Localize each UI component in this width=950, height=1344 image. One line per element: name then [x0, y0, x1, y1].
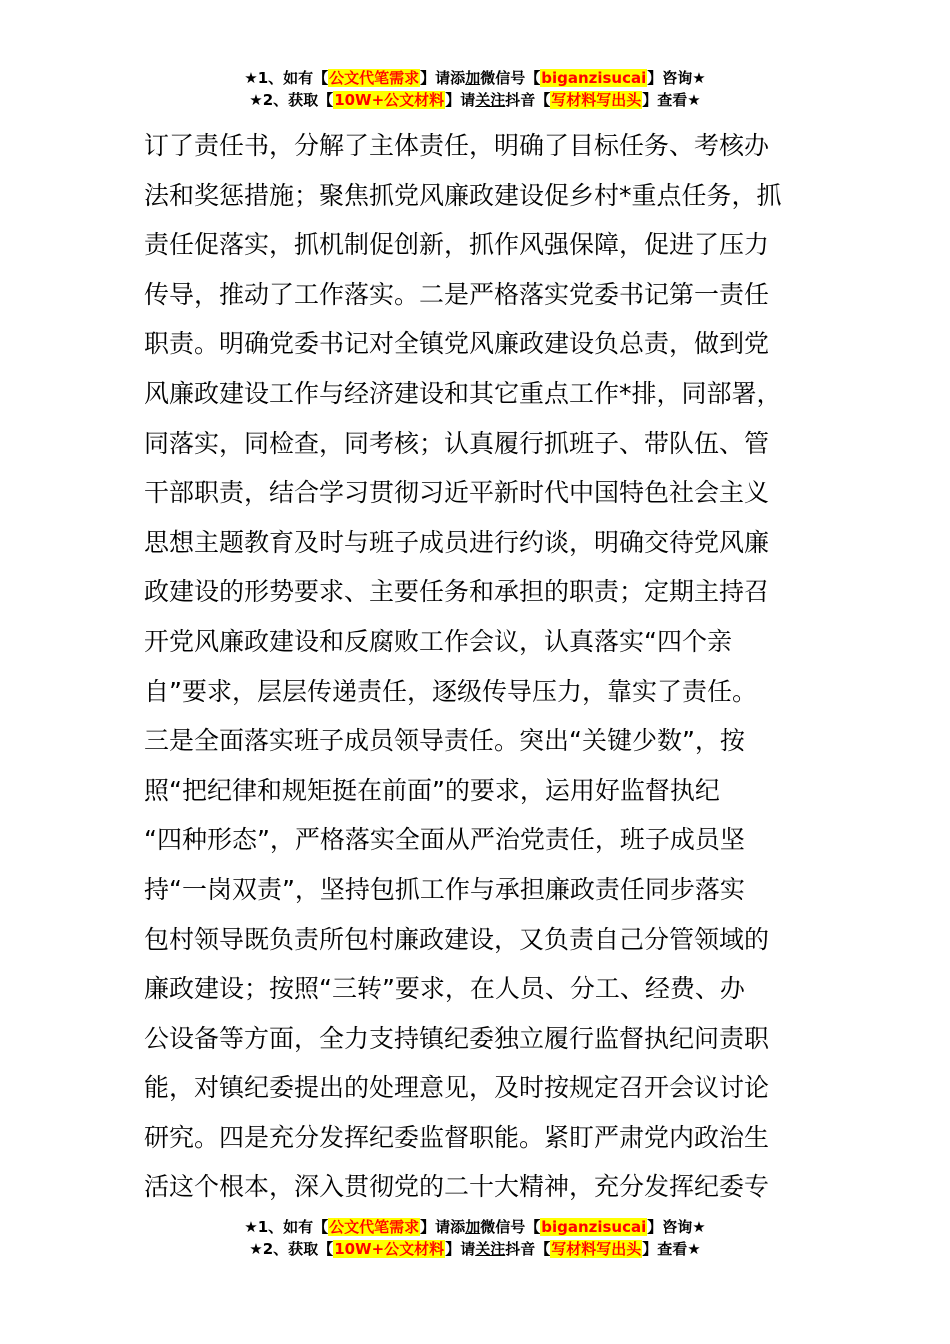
promo-text: 】请 — [445, 1240, 476, 1258]
body-line: 能，对镇纪委提出的处理意见，及时按规定召开会议讨论 — [144, 1073, 770, 1103]
body-line: 传导，推动了工作落实。二是严格落实党委书记第一责任 — [144, 279, 770, 309]
promo-text: 】请添 — [420, 69, 466, 87]
promo-highlight: 公文代笔需求 — [329, 1218, 420, 1236]
promo-line-2 — [0, 89, 950, 111]
body-line: 法和奖惩措施；聚焦抓党风廉政建设促乡村*重点任务，抓 — [144, 180, 782, 210]
body-line: 政建设的形势要求、主要任务和承担的职责；定期主持召 — [144, 577, 770, 607]
promo-text: ★1、如有【 — [244, 69, 329, 87]
promo-text: 】咨询★ — [647, 69, 706, 87]
body-line: 包村领导既负责所包村廉政建设，又负责自己分管领域的 — [144, 924, 770, 954]
promo-text: 微信号【 — [480, 69, 541, 87]
body-line: 职责。明确党委书记对全镇党风廉政建设负总责，做到党 — [144, 329, 770, 359]
promo-highlight: 公文代笔需求 — [329, 69, 420, 87]
body-line: 开党风廉政建设和反腐败工作会议，认真落实“四个亲 — [144, 626, 732, 656]
document-body — [144, 121, 814, 1212]
body-line: 风廉政建设工作与经济建设和其它重点工作*排，同部署， — [144, 378, 782, 408]
header-promo-banner — [0, 67, 950, 111]
body-line: 持“一岗双责”，坚持包抓工作与承担廉政责任同步落实 — [144, 874, 745, 904]
promo-text: ★1、如有【 — [244, 1218, 329, 1236]
promo-text: 】请添 — [420, 1218, 466, 1236]
promo-wechat-id: biganzisucai — [541, 69, 647, 87]
promo-douyin-name: 写材料写出头 — [551, 91, 642, 109]
body-line: 同落实，同检查，同考核；认真履行抓班子、带队伍、管 — [144, 428, 770, 458]
promo-text: 】请 — [445, 91, 476, 109]
promo-text: 】咨询★ — [647, 1218, 706, 1236]
promo-douyin-name: 写材料写出头 — [551, 1240, 642, 1258]
body-line: 研究。四是充分发挥纪委监督职能。紧盯严肃党内政治生 — [144, 1122, 770, 1152]
body-line: 干部职责，结合学习贯彻习近平新时代中国特色社会主义 — [144, 478, 770, 508]
promo-underlined-text: 关注 — [475, 91, 506, 109]
promo-underlined-text: 加 — [465, 1218, 481, 1236]
promo-line-1 — [0, 1216, 950, 1238]
body-line: 活这个根本，深入贯彻党的二十大精神，充分发挥纪委专 — [144, 1172, 770, 1202]
promo-text: ★2、获取【 — [249, 1240, 334, 1258]
promo-text: ★2、获取【 — [249, 91, 334, 109]
promo-highlight: 10W+公文材料 — [334, 1240, 445, 1258]
promo-underlined-text: 加 — [465, 69, 481, 87]
footer-promo-banner — [0, 1216, 950, 1260]
body-line: 责任促落实，抓机制促创新，抓作风强保障，促进了压力 — [144, 230, 770, 260]
promo-underlined-text: 关注 — [475, 1240, 506, 1258]
body-line: 照“把纪律和规矩挺在前面”的要求，运用好监督执纪 — [144, 775, 720, 805]
promo-highlight: 10W+公文材料 — [334, 91, 445, 109]
body-line: 思想主题教育及时与班子成员进行约谈，明确交待党风廉 — [144, 527, 770, 557]
promo-line-2 — [0, 1238, 950, 1260]
promo-wechat-id: biganzisucai — [541, 1218, 647, 1236]
body-line: 自”要求，层层传递责任，逐级传导压力，靠实了责任。 — [144, 676, 757, 706]
promo-text: 微信号【 — [480, 1218, 541, 1236]
body-line: 订了责任书，分解了主体责任，明确了目标任务、考核办 — [144, 131, 770, 160]
body-line: “四种形态”，严格落实全面从严治党责任，班子成员坚 — [144, 825, 745, 855]
body-line: 三是全面落实班子成员领导责任。突出“关键少数”，按 — [144, 726, 745, 756]
promo-line-1 — [0, 67, 950, 89]
promo-text: 抖音【 — [505, 91, 551, 109]
promo-text: 】查看★ — [642, 91, 701, 109]
body-line: 公设备等方面，全力支持镇纪委独立履行监督执纪问责职 — [144, 1023, 770, 1053]
body-line: 廉政建设；按照“三转”要求，在人员、分工、经费、办 — [144, 974, 745, 1004]
promo-text: 】查看★ — [642, 1240, 701, 1258]
promo-text: 抖音【 — [505, 1240, 551, 1258]
